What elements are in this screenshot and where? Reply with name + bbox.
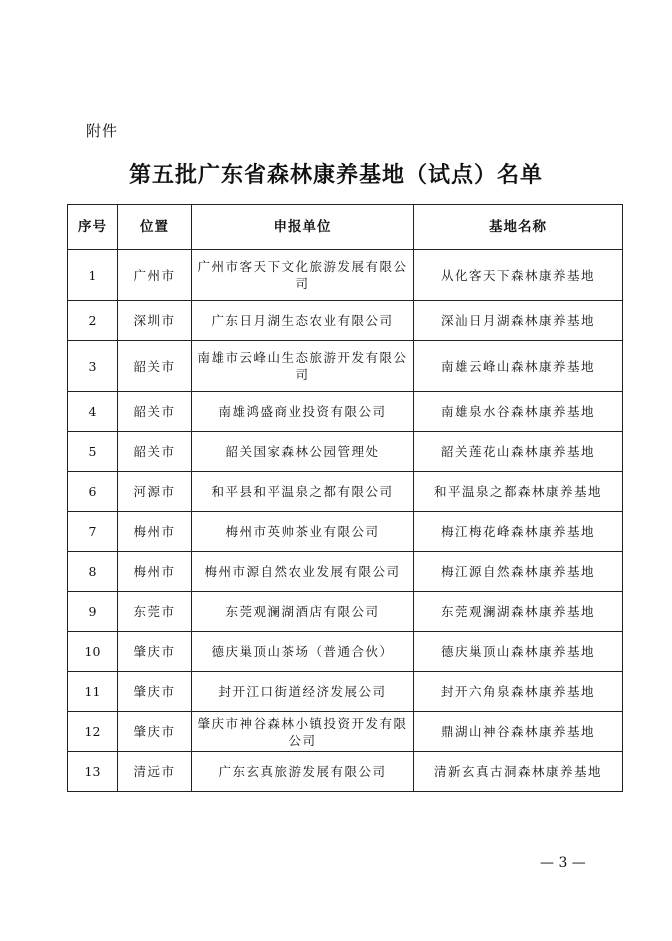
table-row xyxy=(68,392,623,432)
table-row xyxy=(68,712,623,752)
row-number: 1 xyxy=(68,250,118,301)
row-location: 东莞市 xyxy=(118,592,192,632)
row-location: 韶关市 xyxy=(118,432,192,472)
row-number: 5 xyxy=(68,432,118,472)
row-base-name: 梅江源自然森林康养基地 xyxy=(414,552,623,592)
row-applicant: 东莞观澜湖酒店有限公司 xyxy=(192,592,414,632)
row-number: 8 xyxy=(68,552,118,592)
row-applicant: 韶关国家森林公园管理处 xyxy=(192,432,414,472)
table-row xyxy=(68,301,623,341)
row-number: 3 xyxy=(68,341,118,392)
row-base-name: 封开六角泉森林康养基地 xyxy=(414,672,623,712)
document-title: 第五批广东省森林康养基地（试点）名单 xyxy=(128,162,543,188)
row-base-name: 德庆巢顶山森林康养基地 xyxy=(414,632,623,672)
row-applicant: 德庆巢顶山茶场（普通合伙） xyxy=(192,632,414,672)
row-location: 河源市 xyxy=(118,472,192,512)
table-header-row xyxy=(68,205,623,250)
column-header-location: 位置 xyxy=(118,205,192,250)
table-row xyxy=(68,592,623,632)
row-applicant: 肇庆市神谷森林小镇投资开发有限公司 xyxy=(192,712,414,752)
row-location: 韶关市 xyxy=(118,341,192,392)
row-base-name: 南雄云峰山森林康养基地 xyxy=(414,341,623,392)
row-location: 肇庆市 xyxy=(118,672,192,712)
forest-base-table xyxy=(67,204,623,792)
row-applicant: 广东日月湖生态农业有限公司 xyxy=(192,301,414,341)
row-location: 深圳市 xyxy=(118,301,192,341)
row-number: 7 xyxy=(68,512,118,552)
row-base-name: 和平温泉之都森林康养基地 xyxy=(414,472,623,512)
page-number: — 3 — xyxy=(540,855,586,871)
row-applicant: 广东玄真旅游发展有限公司 xyxy=(192,752,414,792)
row-location: 肇庆市 xyxy=(118,632,192,672)
table-row xyxy=(68,472,623,512)
row-location: 清远市 xyxy=(118,752,192,792)
row-location: 韶关市 xyxy=(118,392,192,432)
row-applicant: 梅州市源自然农业发展有限公司 xyxy=(192,552,414,592)
row-base-name: 南雄泉水谷森林康养基地 xyxy=(414,392,623,432)
column-header-applicant: 申报单位 xyxy=(192,205,414,250)
row-number: 12 xyxy=(68,712,118,752)
column-header-number: 序号 xyxy=(68,205,118,250)
row-applicant: 和平县和平温泉之都有限公司 xyxy=(192,472,414,512)
table-row xyxy=(68,341,623,392)
table-row xyxy=(68,250,623,301)
table-row xyxy=(68,632,623,672)
row-base-name: 从化客天下森林康养基地 xyxy=(414,250,623,301)
table-row xyxy=(68,672,623,712)
attachment-label: 附件 xyxy=(86,122,119,140)
row-applicant: 梅州市英帅茶业有限公司 xyxy=(192,512,414,552)
table-row xyxy=(68,752,623,792)
row-base-name: 鼎湖山神谷森林康养基地 xyxy=(414,712,623,752)
row-location: 肇庆市 xyxy=(118,712,192,752)
table-row xyxy=(68,432,623,472)
table-row xyxy=(68,512,623,552)
row-applicant: 南雄鸿盛商业投资有限公司 xyxy=(192,392,414,432)
row-applicant: 封开江口街道经济发展公司 xyxy=(192,672,414,712)
row-base-name: 清新玄真古洞森林康养基地 xyxy=(414,752,623,792)
row-number: 6 xyxy=(68,472,118,512)
row-location: 梅州市 xyxy=(118,552,192,592)
row-number: 4 xyxy=(68,392,118,432)
row-location: 梅州市 xyxy=(118,512,192,552)
row-location: 广州市 xyxy=(118,250,192,301)
row-applicant: 南雄市云峰山生态旅游开发有限公司 xyxy=(192,341,414,392)
row-number: 2 xyxy=(68,301,118,341)
row-number: 10 xyxy=(68,632,118,672)
row-base-name: 东莞观澜湖森林康养基地 xyxy=(414,592,623,632)
row-number: 11 xyxy=(68,672,118,712)
row-base-name: 深汕日月湖森林康养基地 xyxy=(414,301,623,341)
column-header-base-name: 基地名称 xyxy=(414,205,623,250)
row-number: 9 xyxy=(68,592,118,632)
row-base-name: 梅江梅花峰森林康养基地 xyxy=(414,512,623,552)
row-base-name: 韶关莲花山森林康养基地 xyxy=(414,432,623,472)
row-number: 13 xyxy=(68,752,118,792)
row-applicant: 广州市客天下文化旅游发展有限公司 xyxy=(192,250,414,301)
table-row xyxy=(68,552,623,592)
